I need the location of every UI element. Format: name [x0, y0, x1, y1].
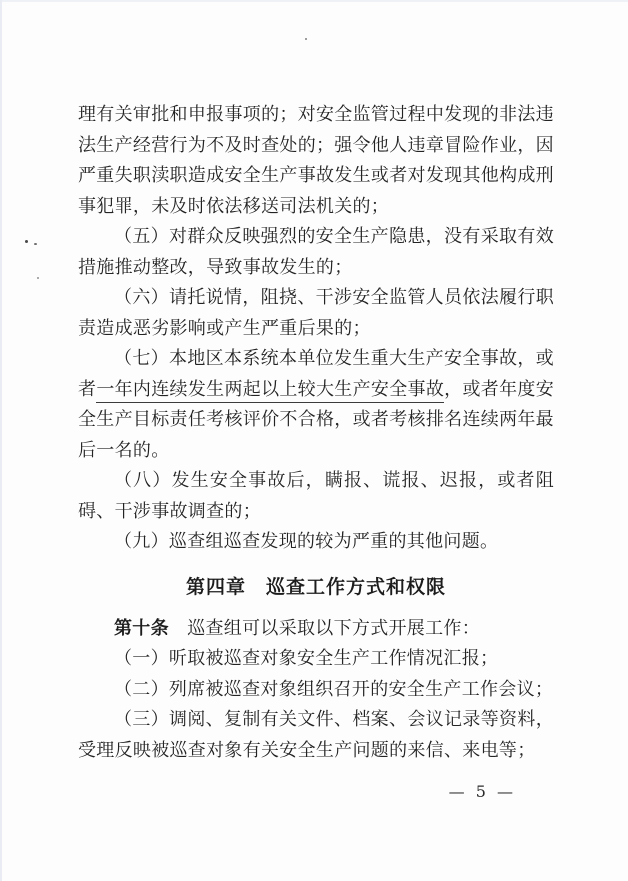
text-run: （一）听取被巡查对象安全生产工作情况汇报； — [114, 648, 499, 669]
article-number: 第十条 — [114, 617, 169, 639]
paragraph — [78, 344, 554, 466]
paragraph — [78, 675, 554, 706]
text-run: （二）列席被巡查对象组织召开的安全生产工作会议； — [114, 678, 554, 700]
page-number: — 5 — — [448, 782, 516, 801]
text-run: （九）巡查组巡查发现的较为严重的其他问题。 — [114, 531, 499, 552]
text-run: （七）本地区本系统本单位发生重大生产安全事故，或者 — [78, 348, 554, 400]
paragraph — [78, 705, 554, 766]
paragraph — [78, 527, 554, 558]
text-run: 理有关审批和申报事项的；对安全监管过程中发现的非法违法生产经营行为不及时查处的；强令他人违章冒险作业，因严重失职渎职造成安全生产事故发生或者对发现其他构成刑事犯罪，未及时依法移送司法机关的； — [78, 104, 554, 217]
text-run: （八）发生安全事故后，瞒报、谎报、迟报，或者阻碍、干涉事故调查的； — [78, 470, 554, 522]
scan-speck — [37, 277, 39, 279]
text-run: 第四章 巡查工作方式和权限 — [185, 575, 446, 598]
paragraph — [78, 614, 554, 645]
paragraph — [78, 222, 554, 283]
scan-speck — [305, 38, 307, 40]
text-run: ，或者年度安全生产目标责任考核评价不合格，或者考核排名连续两年最后一名的。 — [78, 378, 554, 461]
document-content — [78, 100, 554, 766]
chapter-heading — [78, 572, 554, 599]
scan-speck — [25, 240, 28, 243]
paragraph — [78, 100, 554, 222]
paragraph — [78, 644, 554, 675]
text-run: （六）请托说情，阻挠、干涉安全监管人员依法履行职责造成恶劣影响或产生严重后果的； — [78, 287, 554, 339]
text-run: 巡查组可以采取以下方式开展工作： — [168, 617, 481, 639]
paragraph — [78, 466, 554, 527]
scan-speck — [34, 243, 37, 245]
text-run: （三）调阅、复制有关文件、档案、会议记录等资料，受理反映被巡查对象有关安全生产问题的来信、来电等； — [78, 709, 554, 761]
underlined-phrase: 一年内连续发生两起以上较大生产安全事故 — [96, 379, 444, 403]
paragraph — [78, 283, 554, 344]
text-run: （五）对群众反映强烈的安全生产隐患，没有采取有效措施推动整改，导致事故发生的； — [78, 226, 554, 278]
